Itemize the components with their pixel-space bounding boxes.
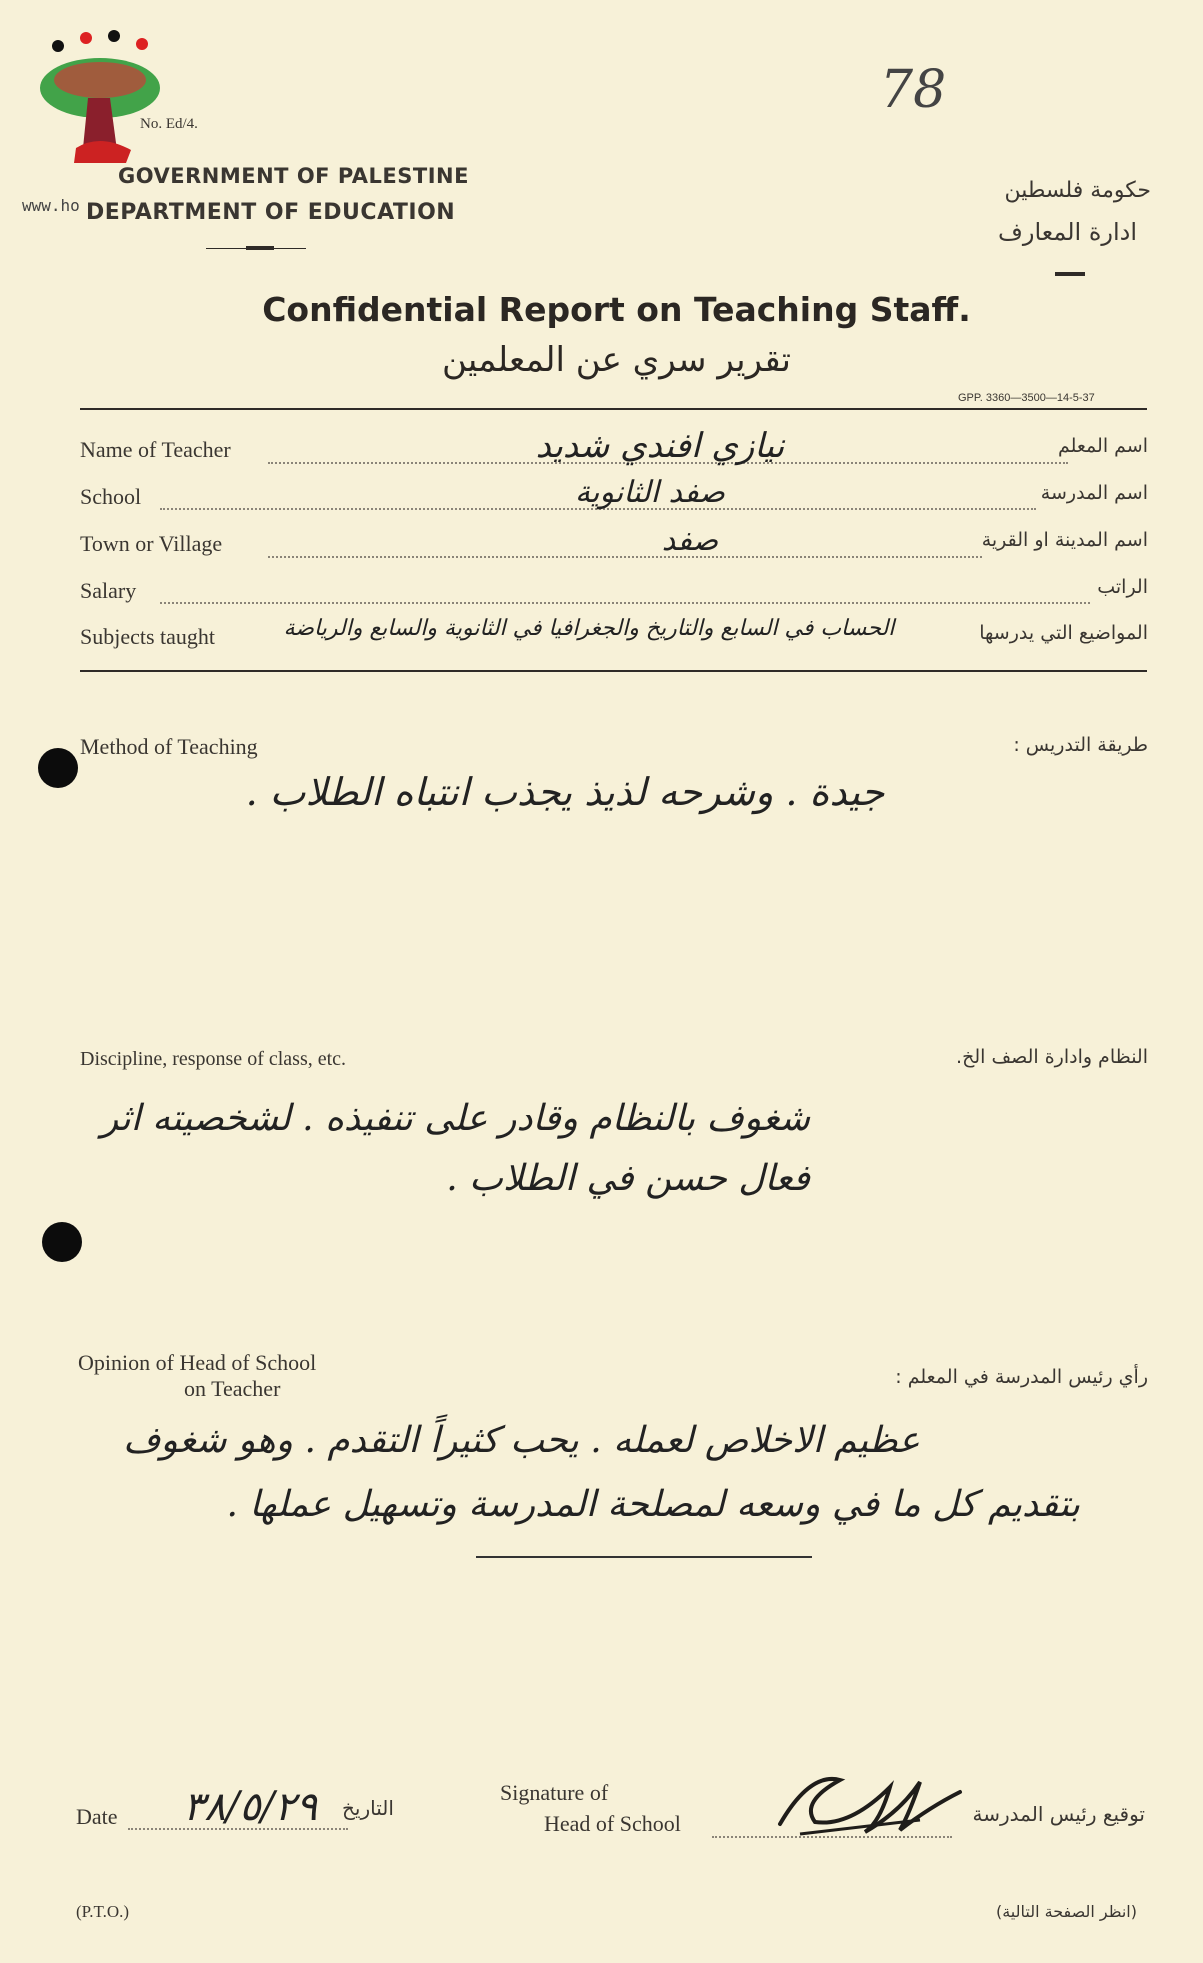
field-value-school: صفد الثانوية <box>575 475 725 510</box>
field-label-en-town: Town or Village <box>80 531 223 556</box>
field-line-salary <box>160 602 1090 604</box>
field-label-ar-subjects: المواضيع التي يدرسها <box>979 622 1148 644</box>
signature-label-ar: توقيع رئيس المدرسة <box>972 1802 1145 1826</box>
date-label-ar: التاريخ <box>342 1796 394 1820</box>
report-title-ar: تقرير سري عن المعلمين <box>441 340 791 380</box>
report-title-en: Confidential Report on Teaching Staff. <box>262 290 971 329</box>
field-value-town: صفد <box>661 523 719 558</box>
field-label-ar-school: اسم المدرسة <box>1040 482 1148 504</box>
fields-bottom-rule <box>80 670 1147 672</box>
field-label-en-subjects: Subjects taught <box>80 624 216 649</box>
watermark-site: www.ho <box>22 196 80 215</box>
dept-ar: ادارة المعارف <box>997 218 1137 246</box>
opinion-label-ar: رأي رئيس المدرسة في المعلم : <box>895 1366 1148 1388</box>
field-label-en-salary: Salary <box>80 578 137 603</box>
field-label-en-school: School <box>80 484 142 509</box>
method-text: جيدة . وشرحه لذيذ يجذب انتباه الطلاب . <box>245 770 885 814</box>
opinion-label-en-1: Opinion of Head of School <box>78 1350 317 1375</box>
field-value-name: نيازي افندي شديد <box>535 426 785 466</box>
field-label-ar-salary: الراتب <box>1097 576 1148 598</box>
punch-hole-top <box>38 748 78 788</box>
govt-ar: حكومة فلسطين <box>1004 178 1151 203</box>
dept-en: DEPARTMENT OF EDUCATION <box>86 200 456 225</box>
form-number: No. Ed/4. <box>140 116 198 132</box>
opinion-label-en-2: on Teacher <box>184 1376 281 1401</box>
punch-hole-bottom <box>42 1222 82 1262</box>
field-line-town <box>268 556 982 558</box>
discipline-label-ar: النظام وادارة الصف الخ. <box>956 1046 1148 1068</box>
signature-label-en-1: Signature of <box>500 1780 609 1805</box>
discipline-text-line2: فعال حسن في الطلاب . <box>446 1158 810 1199</box>
tree-logo-icon <box>36 28 176 178</box>
field-value-subjects: الحساب في السابع والتاريخ والجغرافيا في الثانوية والسابع والرياضة <box>283 616 895 641</box>
field-label-ar-name: اسم المعلم <box>1057 435 1148 457</box>
signature-label-en-2: Head of School <box>544 1811 681 1836</box>
discipline-label-en: Discipline, response of class, etc. <box>80 1048 347 1070</box>
page-number: 78 <box>880 60 947 120</box>
field-label-ar-town: اسم المدينة او القرية <box>981 529 1148 551</box>
opinion-text-line1: عظيم الاخلاص لعمله . يحب كثيراً التقدم . وهو شغوف <box>123 1420 920 1461</box>
field-label-en-name: Name of Teacher <box>80 437 231 462</box>
signature-scribble <box>770 1752 970 1842</box>
govt-en: GOVERNMENT OF PALESTINE <box>118 164 469 188</box>
date-value: ٣٨/٥/٢٩ <box>182 1784 318 1830</box>
title-rule <box>80 408 1147 410</box>
pto-en: (P.T.O.) <box>76 1902 130 1921</box>
discipline-text-line1: شغوف بالنظام وقادر على تنفيذه . لشخصيته اثر <box>100 1098 810 1139</box>
header-rule-right <box>1055 272 1085 276</box>
header-rule-left-dash <box>246 246 274 250</box>
pto-ar: (انظر الصفحة التالية) <box>995 1902 1137 1921</box>
opinion-underline <box>476 1556 812 1558</box>
opinion-text-line2: بتقديم كل ما في وسعه لمصلحة المدرسة وتسهيل عملها . <box>226 1484 1080 1525</box>
print-code: GPP. 3360—3500—14-5-37 <box>958 392 1095 404</box>
method-label-ar: طريقة التدريس : <box>1013 734 1148 756</box>
method-label-en: Method of Teaching <box>80 734 258 759</box>
date-label-en: Date <box>76 1804 118 1829</box>
